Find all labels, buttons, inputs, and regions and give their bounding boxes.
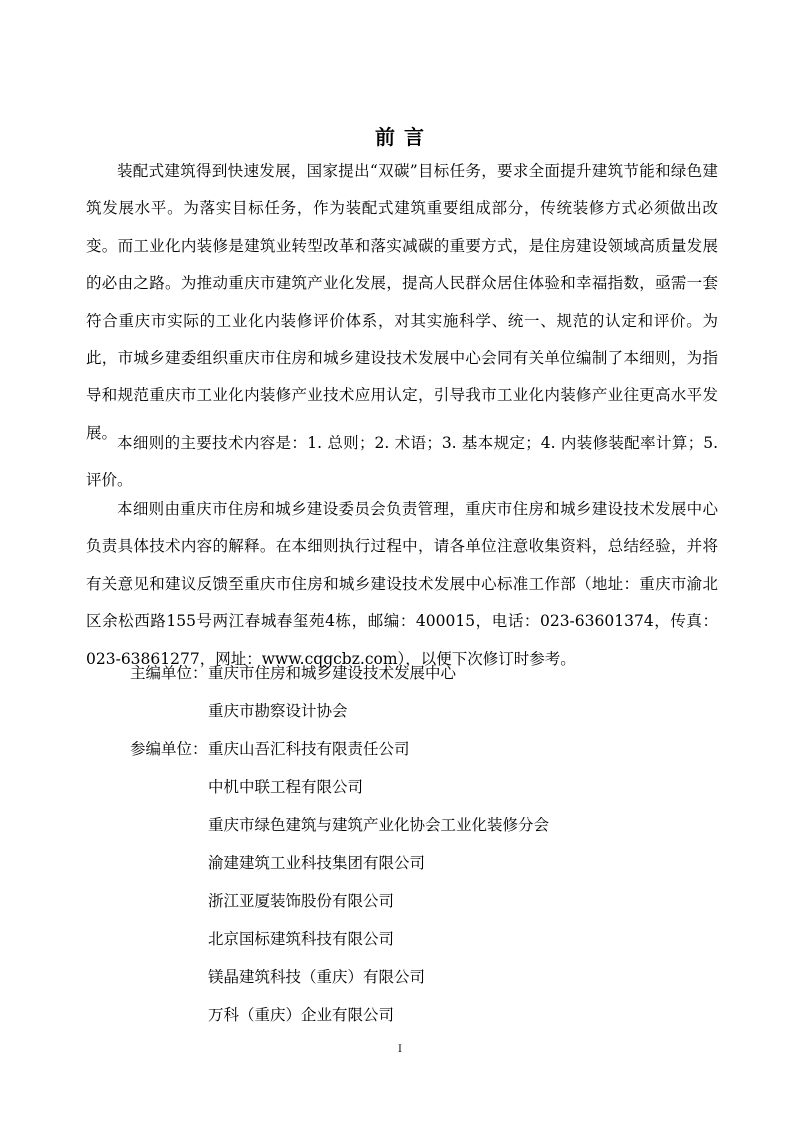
- paragraph-contents: 本细则的主要技术内容是：1. 总则；2. 术语；3. 基本规定；4. 内装修装配率计算；5. 评价。: [86, 434, 718, 490]
- page-title: 前 言: [375, 125, 425, 149]
- unit-organization: 重庆市勘察设计协会: [208, 702, 348, 720]
- page-number: I: [398, 1044, 402, 1055]
- paragraph-background: 装配式建筑得到快速发展，国家提出“双碳”目标任务，要求全面提升建筑节能和绿色建筑发展水平。为落实目标任务，作为装配式建筑重要组成部分，传统装修方式必须做出改变。而工业化内装修是建筑业转型改革和落实减碳的重要方式，是住房建设领域高质量发展的必由之路。为推动重庆市建筑产业化发展，提高人民群众居住体验和幸福指数，亟需一套符合重庆市实际的工业化内装修评价体系，对其实施科学、统一、规范的认定和评价。为此，市城乡建委组织重庆市住房和城乡建设技术发展中心会同有关单位编制了本细则，为指导和规范重庆市工业化内装修产业技术应用认定，引导我市工业化内装修产业往更高水平发展。: [86, 162, 718, 442]
- unit-organization: 北京国标建筑科技有限公司: [208, 930, 395, 948]
- unit-organization: 重庆市绿色建筑与建筑产业化协会工业化装修分会: [208, 816, 550, 834]
- unit-organization: 浙江亚厦装饰股份有限公司: [208, 892, 395, 910]
- unit-organization: 重庆市住房和城乡建设技术发展中心: [208, 664, 457, 682]
- unit-organization: 渝建建筑工业科技集团有限公司: [208, 854, 426, 872]
- unit-organization: 中机中联工程有限公司: [208, 778, 364, 796]
- paragraph-management: 本细则由重庆市住房和城乡建设委员会负责管理，重庆市住房和城乡建设技术发展中心负责具体技术内容的解释。在本细则执行过程中，请各单位注意收集资料，总结经验，并将有关意见和建议反馈至重庆市住房和城乡建设技术发展中心标准工作部（地址：重庆市渝北区余松西路155号两江春城春玺苑4栋，邮编：400015，电话：023-63601374，传真：023-63861277，网址：www.cqgcbz.com），以便下次修订时参考。: [86, 500, 718, 668]
- unit-organization: 镁晶建筑科技（重庆）有限公司: [208, 968, 426, 986]
- unit-role-label: 参编单位：: [130, 740, 208, 758]
- unit-organization: 万科（重庆）企业有限公司: [208, 1006, 395, 1024]
- unit-organization: 重庆山吾汇科技有限责任公司: [208, 740, 410, 758]
- unit-role-label: 主编单位：: [130, 664, 208, 682]
